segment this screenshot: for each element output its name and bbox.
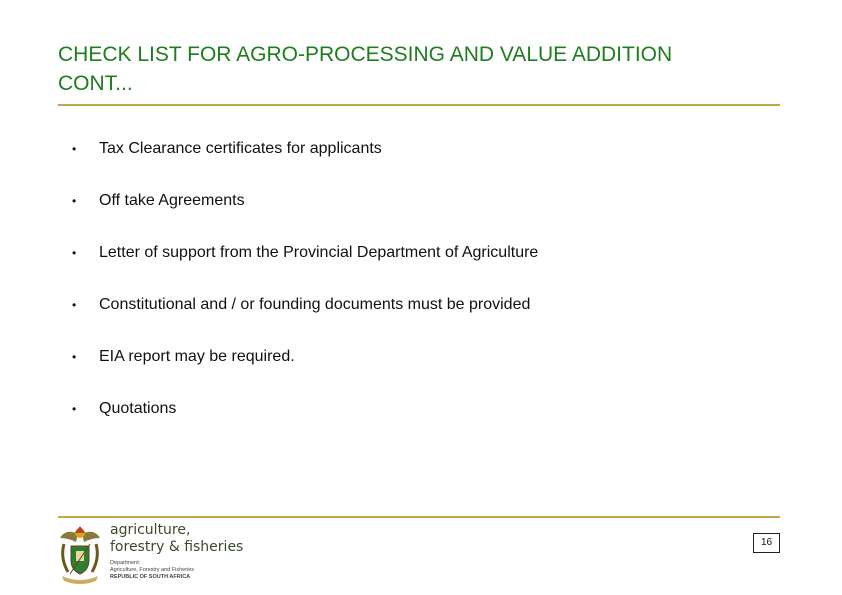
checklist-item bbox=[72, 138, 772, 190]
bullet-icon: • bbox=[72, 246, 77, 260]
slide-title-line-1: CHECK LIST FOR AGRO-PROCESSING AND VALUE ADDITION bbox=[58, 43, 673, 66]
checklist-item-text: Off take Agreements bbox=[99, 192, 245, 209]
checklist-item bbox=[72, 398, 772, 450]
footer-divider bbox=[58, 516, 780, 518]
slide-title-line-2: CONT... bbox=[58, 72, 133, 95]
checklist-item-text: Quotations bbox=[99, 400, 177, 417]
slide-title bbox=[58, 40, 788, 98]
checklist bbox=[72, 138, 772, 450]
checklist-item-text: Tax Clearance certificates for applicants bbox=[99, 140, 382, 157]
bullet-icon: • bbox=[72, 402, 77, 416]
logo-department-label: Department: bbox=[110, 560, 141, 566]
checklist-item bbox=[72, 294, 772, 346]
logo-text bbox=[110, 522, 250, 581]
bullet-icon: • bbox=[72, 350, 77, 364]
bullet-icon: • bbox=[72, 298, 77, 312]
checklist-item bbox=[72, 190, 772, 242]
bullet-icon: • bbox=[72, 142, 77, 156]
title-divider bbox=[58, 104, 780, 106]
checklist-item-text: EIA report may be required. bbox=[99, 348, 295, 365]
logo-line-1: agriculture, bbox=[110, 522, 191, 538]
page-number: 16 bbox=[753, 533, 780, 553]
bullet-icon: • bbox=[72, 194, 77, 208]
department-logo bbox=[56, 522, 246, 584]
coat-of-arms-icon bbox=[56, 524, 104, 584]
checklist-item bbox=[72, 346, 772, 398]
checklist-item bbox=[72, 242, 772, 294]
logo-department-name: Agriculture, Forestry and Fisheries bbox=[110, 567, 195, 573]
logo-line-2: forestry & fisheries bbox=[110, 539, 244, 555]
logo-country: REPUBLIC OF SOUTH AFRICA bbox=[110, 574, 191, 580]
checklist-item-text: Letter of support from the Provincial Department of Agriculture bbox=[99, 244, 539, 261]
checklist-item-text: Constitutional and / or founding documents must be provided bbox=[99, 296, 531, 313]
